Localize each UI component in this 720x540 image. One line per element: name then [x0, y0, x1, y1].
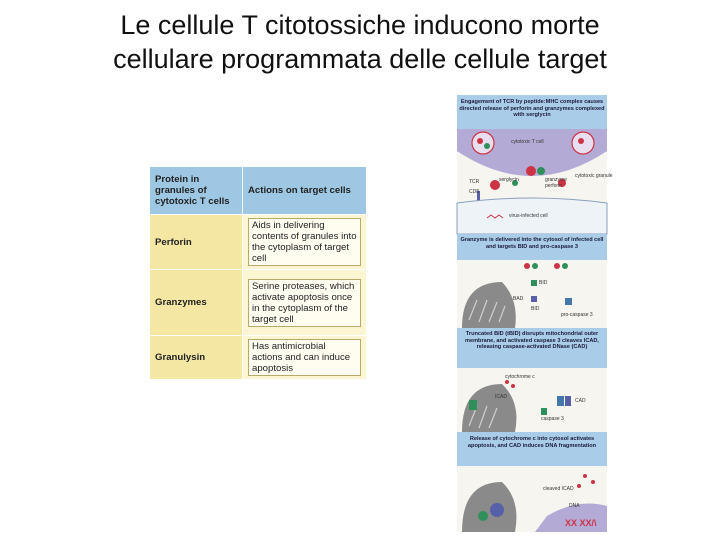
label-dna: DNA: [569, 503, 580, 509]
icad-cad-icon: [557, 396, 564, 406]
mitochondrion-shape: [462, 482, 516, 532]
title-line-2: cellulare programmata delle cellule target: [113, 44, 607, 74]
header-protein: Protein in granules of cytotoxic T cells: [150, 167, 243, 215]
bid-icon: [531, 280, 537, 286]
label-ctl: cytotoxic T cell: [511, 139, 544, 145]
action-cell: Serine proteases, which activate apoptosis once in the cytoplasm of the target cell: [248, 279, 361, 327]
table-row: [150, 215, 367, 270]
granule-content: [477, 138, 483, 144]
perforin-icon: [524, 263, 530, 269]
granule-proteins-table: [149, 166, 367, 380]
label-granule: cytotoxic granule: [575, 173, 613, 179]
granule-content: [578, 138, 584, 144]
icad-fragment-icon: [577, 484, 581, 488]
label-bid: BID: [539, 280, 548, 286]
table-row: [150, 270, 367, 336]
action-cell: Aids in delivering contents of granules into the cytoplasm of target cell: [248, 218, 361, 266]
label-bad: BAD: [513, 296, 524, 302]
protein-cell: Granzymes: [150, 270, 243, 336]
granule-shape: [472, 132, 494, 154]
slide-title: [0, 8, 720, 76]
perforin-icon: [554, 263, 560, 269]
procaspase-icon: [565, 298, 572, 305]
icad-cad-icon: [565, 396, 571, 406]
label-perforin: perforin: [545, 183, 562, 189]
granzyme-icon: [562, 263, 568, 269]
label-serglycin: serglycin: [499, 177, 519, 183]
granzyme-icon: [532, 263, 538, 269]
tbid-icon: [469, 400, 477, 410]
caspase-icon: [478, 511, 488, 521]
action-cell: Has antimicrobial actions and can induce apoptosis: [248, 339, 361, 376]
dna-fragments-glyphs: XX XX/\: [565, 518, 597, 528]
figure-panel-1: [457, 129, 613, 234]
apoptosome-icon: [490, 503, 504, 517]
protein-cell: Granulysin: [150, 336, 243, 380]
figure-caption-1: Engagement of TCR by peptide:MHC complex causes directed release of perforin and granzymes complexed with serglycin: [457, 95, 607, 129]
bad-icon: [531, 296, 537, 302]
label-cd8: CD8: [469, 189, 480, 195]
title-line-1: Le cellule T citotossiche inducono morte: [120, 10, 600, 40]
caspase-icon: [541, 408, 547, 415]
cytochrome-icon: [511, 384, 515, 388]
figure-panel-2: [457, 260, 607, 328]
label-procaspase: pro-caspase 3: [561, 312, 593, 318]
icad-fragment-icon: [583, 474, 587, 478]
figure-panel-4: [457, 466, 607, 532]
figure-caption-3: Truncated BID (tBID) disrupts mitochondrial outer membrane, and activated caspase 3 cleaves ICAD, releasing caspase-activated DNase (CAD): [457, 328, 607, 368]
label-cytochrome: cytochrome c: [505, 374, 535, 380]
label-infected: virus-infected cell: [509, 213, 548, 219]
apoptosis-pathway-figure: [457, 95, 613, 532]
label-tcr: TCR: [469, 179, 480, 185]
cytochrome-icon: [505, 380, 509, 384]
label-caspase: caspase 3: [541, 416, 564, 422]
table-row: [150, 336, 367, 380]
label-granzyme: granzyme: [545, 177, 567, 183]
granzyme-icon: [537, 167, 545, 175]
dna-fragmentation-illustration: [457, 466, 607, 532]
icad-fragment-icon: [591, 480, 595, 484]
label-bid-2: BID: [531, 306, 540, 312]
figure-caption-4: Release of cytochrome c into cytosol activates apoptosis, and CAD induces DNA fragmentation: [457, 432, 607, 466]
figure-panel-3: [457, 368, 607, 432]
granule-content: [484, 143, 490, 149]
protein-cell: Perforin: [150, 215, 243, 270]
perforin-icon: [526, 166, 536, 176]
table-header-row: [150, 167, 367, 215]
label-cad: CAD: [575, 398, 586, 404]
header-actions: Actions on target cells: [243, 167, 367, 215]
label-icad: ICAD: [495, 394, 507, 400]
figure-caption-2: Granzyme is delivered into the cytosol of infected cell and targets BID and pro-caspase 3: [457, 234, 607, 260]
label-cleaved-icad: cleaved ICAD: [543, 486, 574, 492]
